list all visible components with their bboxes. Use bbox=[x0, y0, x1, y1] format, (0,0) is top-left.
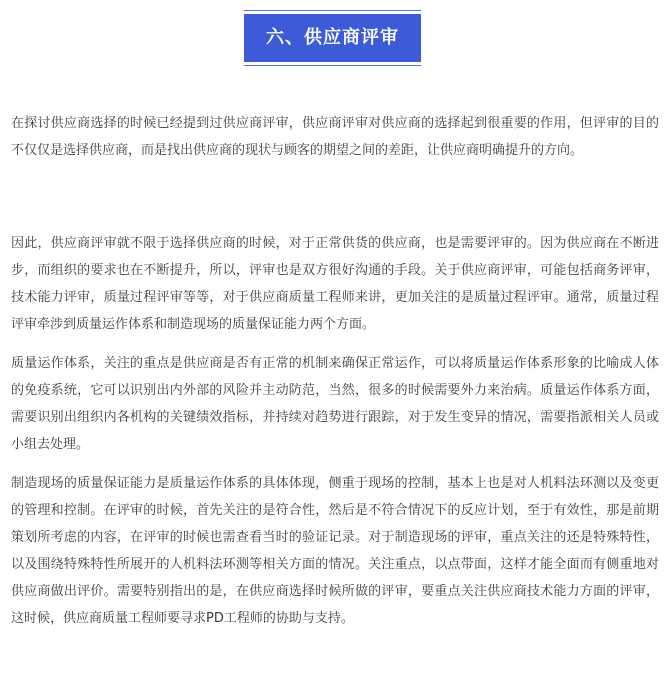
heading-bottom-rule bbox=[244, 65, 421, 66]
paragraph-intro: 在探讨供应商选择的时候已经提到过供应商评审，供应商评审对供应商的选择起到很重要的作用，但评审的目的不仅仅是选择供应商，而是找出供应商的现状与顾客的期望之间的差距，让供应商明确提升的方向。 bbox=[11, 116, 659, 158]
section-heading-block bbox=[244, 10, 421, 66]
paragraph-site-assurance: 制造现场的质量保证能力是质量运作体系的具体体现，侧重于现场的控制，基本上也是对人机料法环测以及变更的管理和控制。在评审的时候，首先关注的是符合性，然后是不符合情况下的反应计划，至于有效性，那是前期策划所考虑的内容，在评审的时候也需查看当时的验证记录。对于制造现场的评审，重点关注的还是特殊特性，以及围绕特殊特性所展开的人机料法环测等相关方面的情况。关注重点，以点带面，这样才能全面而有侧重地对供应商做出评价。需要特别指出的是，在供应商选择时候所做的评审，要重点关注供应商技术能力方面的评审，这时候，供应商质量工程师要寻求PD工程师的协助与支持。 bbox=[11, 476, 659, 626]
paragraph-review-scope: 因此，供应商评审就不限于选择供应商的时候，对于正常供货的供应商，也是需要评审的。因为供应商在不断进步，而组织的要求也在不断提升，所以，评审也是双方很好沟通的手段。关于供应商评审，可能包括商务评审，技术能力评审，质量过程评审等等，对于供应商质量工程师来讲，更加关注的是质量过程评审。通常，质量过程评审牵涉到质量运作体系和制造现场的质量保证能力两个方面。 bbox=[11, 236, 659, 332]
heading-top-rule bbox=[244, 10, 421, 11]
section-heading: 六、供应商评审 bbox=[244, 14, 421, 62]
paragraph-quality-system: 质量运作体系，关注的重点是供应商是否有正常的机制来确保正常运作，可以将质量运作体系形象的比喻成人体的免疫系统，它可以识别出内外部的风险并主动防范，当然，很多的时候需要外力来治病。质量运作体系方面，需要识别出组织内各机构的关键绩效指标，并持续对趋势进行跟踪，对于发生变异的情况，需要指派相关人员或小组去处理。 bbox=[11, 356, 659, 452]
